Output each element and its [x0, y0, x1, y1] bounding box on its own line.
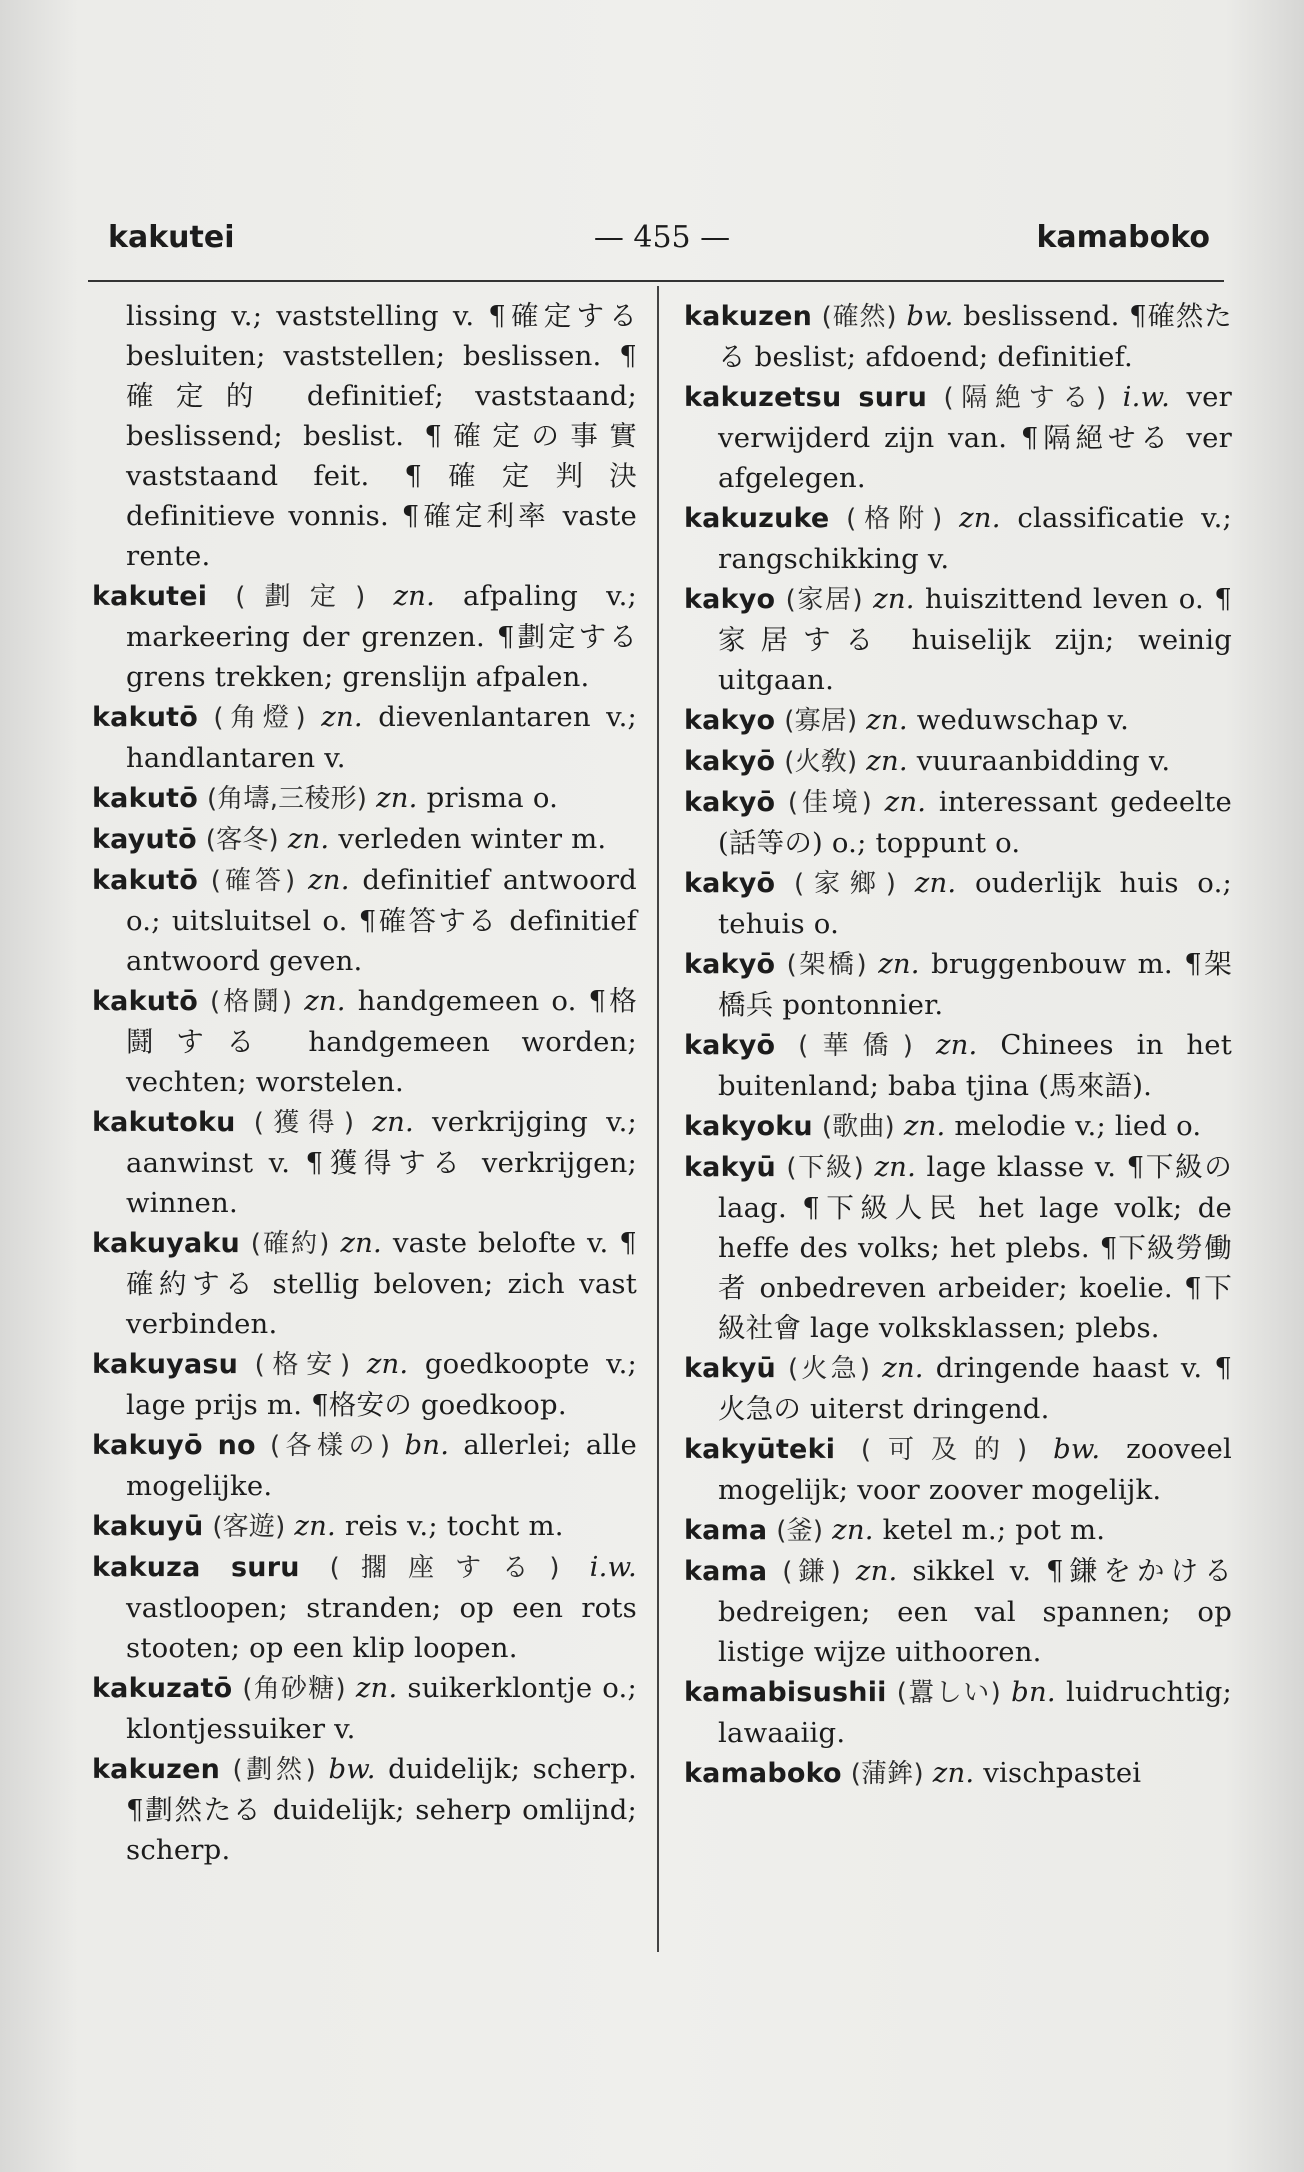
headword: kakutō: [92, 783, 199, 814]
headword: kakuyō no: [92, 1430, 256, 1461]
entry-kanji: (確然): [821, 302, 897, 332]
part-of-speech: zn.: [308, 864, 350, 896]
part-of-speech: bw.: [1053, 1433, 1101, 1465]
dictionary-entry: [684, 863, 1232, 944]
part-of-speech: zn.: [959, 502, 1001, 534]
headword: kakuzen: [684, 301, 813, 332]
headword: kakyō: [684, 868, 776, 899]
entry-definition: zooveel mogelijk; voor zoover mogelijk.: [718, 1433, 1232, 1506]
entry-definition: bruggenbouw m. ¶架橋兵 pontonnier.: [718, 948, 1232, 1021]
dictionary-entry: [92, 697, 637, 778]
dictionary-entry: [92, 1425, 637, 1506]
entry-definition: vastloopen; stranden; op een rots stooten; op een klip loopen.: [126, 1592, 637, 1664]
entry-definition: lage klasse v. ¶下級の laag. ¶下級人民 het lage volk; de heffe des volks; het plebs. ¶下級勞働者 onbedreven arbeider; koelie. ¶下級社會 lage volksklassen; plebs.: [718, 1151, 1232, 1344]
part-of-speech: zn.: [935, 1029, 978, 1061]
entry-definition: verkrijging v.; aanwinst v. ¶獲得する verkrijgen; winnen.: [126, 1106, 638, 1219]
headword: kakutō: [92, 702, 199, 733]
dictionary-entry: [684, 944, 1232, 1025]
entry-kanji: (下級): [786, 1153, 865, 1183]
entry-definition: allerlei; alle mogelijke.: [126, 1429, 637, 1502]
entry-kanji: (火急): [787, 1354, 871, 1384]
entry-kanji: (佳境): [787, 788, 873, 818]
dictionary-entry: [684, 1753, 1232, 1794]
entry-kanji: (角壔,三稜形): [206, 784, 368, 814]
dictionary-entry: [92, 1547, 637, 1668]
entry-definition: huiszittend leven o. ¶家居する huiselijk zijn; weinig uitgaan.: [718, 583, 1232, 696]
headword: kakyō: [684, 787, 776, 818]
entry-definition: reis v.; tocht m.: [344, 1510, 564, 1542]
headword: kakutoku: [92, 1107, 236, 1138]
headword: kakutō: [92, 865, 199, 896]
part-of-speech: zn.: [832, 1514, 874, 1546]
entry-kanji: (格附): [846, 504, 943, 534]
dictionary-entry: [92, 1223, 637, 1344]
part-of-speech: bw.: [906, 300, 954, 332]
part-of-speech: zn.: [866, 745, 908, 777]
entry-definition: dievenlantaren v.; handlantaren v.: [126, 701, 638, 774]
entry-definition: weduwschap v.: [916, 704, 1130, 736]
entry-definition: vischpastei: [983, 1757, 1142, 1789]
part-of-speech: zn.: [873, 583, 915, 615]
left-guide-word: kakutei: [108, 220, 235, 255]
entry-kanji: (劃定): [235, 582, 366, 612]
entry-kanji: (各樣の): [269, 1431, 391, 1461]
entry-kanji: (角燈): [213, 703, 306, 733]
dictionary-entry: [684, 1106, 1232, 1147]
part-of-speech: zn.: [287, 823, 330, 855]
entry-kanji: (角砂糖): [242, 1674, 346, 1704]
part-of-speech: zn.: [294, 1510, 336, 1542]
dictionary-entry: [92, 860, 637, 981]
entry-definition: interessant gedeelte (話等の) o.; toppunt o.: [718, 786, 1233, 859]
dictionary-entry: [684, 1510, 1232, 1551]
entry-kanji: (蒲鉾): [850, 1759, 924, 1789]
dictionary-entry: [92, 981, 637, 1102]
header-rule: [88, 280, 1224, 282]
entry-definition: ketel m.; pot m.: [882, 1514, 1106, 1546]
headword: kakyū: [684, 1353, 776, 1384]
part-of-speech: bn.: [1011, 1676, 1056, 1708]
dictionary-entry: [92, 819, 637, 860]
dictionary-entry: [684, 1348, 1232, 1429]
entry-definition: verleden winter m.: [338, 823, 607, 855]
part-of-speech: zn.: [372, 1106, 414, 1138]
headword: kakyū: [684, 1152, 776, 1183]
entry-kanji: (可及的): [860, 1435, 1028, 1465]
dictionary-entry: [92, 296, 637, 576]
entry-definition: luidruchtig; lawaaiig.: [718, 1676, 1232, 1749]
part-of-speech: zn.: [376, 782, 418, 814]
headword: kama: [684, 1515, 768, 1546]
part-of-speech: zn.: [914, 867, 957, 899]
part-of-speech: zn.: [878, 948, 920, 980]
part-of-speech: zn.: [366, 1348, 409, 1380]
entry-kanji: (擱座する): [329, 1553, 560, 1583]
part-of-speech: zn.: [903, 1110, 946, 1142]
part-of-speech: zn.: [882, 1352, 924, 1384]
headword: kakuyasu: [92, 1349, 239, 1380]
entry-kanji: (確約): [250, 1229, 330, 1259]
headword: kamaboko: [684, 1758, 842, 1789]
entry-definition: classificatie v.; rangschikking v.: [718, 502, 1233, 575]
part-of-speech: zn.: [855, 1555, 898, 1587]
headword: kakutō: [92, 986, 199, 1017]
entry-kanji: (架橋): [786, 950, 867, 980]
dictionary-entry: [92, 1749, 637, 1870]
dictionary-entry: [684, 1025, 1232, 1106]
entry-kanji: (歌曲): [821, 1112, 895, 1142]
entry-kanji: (火敎): [784, 747, 858, 777]
headword: kakuyū: [92, 1511, 204, 1542]
headword: kakuyaku: [92, 1228, 240, 1259]
part-of-speech: zn.: [321, 701, 363, 733]
dictionary-entry: [684, 579, 1232, 700]
entry-definition: beslissend. ¶確然たる beslist; afdoend; definitief.: [718, 300, 1232, 373]
entry-definition: sikkel v. ¶鎌をかける bedreigen; een val spannen; op listige wijze uithooren.: [718, 1555, 1232, 1668]
part-of-speech: i.w.: [1122, 381, 1171, 413]
headword: kakuza suru: [92, 1552, 300, 1583]
headword: kakyō: [684, 746, 776, 777]
entry-kanji: (囂しい): [896, 1678, 1001, 1708]
headword: kakuzetsu suru: [684, 382, 928, 413]
dictionary-entry: [684, 741, 1232, 782]
entry-definition: suikerklontje o.; klontjessuiker v.: [126, 1672, 637, 1745]
left-column: [92, 296, 637, 1870]
entry-kanji: (家居): [785, 585, 863, 615]
entry-definition: Chinees in het buitenland; baba tjina (馬來語).: [718, 1029, 1233, 1102]
headword: kakyūteki: [684, 1434, 836, 1465]
entry-kanji: (釜): [776, 1516, 824, 1546]
entry-definition: ouderlijk huis o.; tehuis o.: [718, 867, 1232, 940]
dictionary-entry: [684, 1429, 1232, 1510]
entry-kanji: (鎌): [782, 1557, 842, 1587]
headword: kakuzuke: [684, 503, 830, 534]
part-of-speech: zn.: [874, 1151, 917, 1183]
part-of-speech: zn.: [393, 580, 436, 612]
entry-definition: vaste belofte v. ¶確約する stellig beloven; zich vast verbinden.: [126, 1227, 637, 1340]
dictionary-entry: [684, 700, 1232, 741]
headword: kakyō: [684, 1030, 776, 1061]
entry-kanji: (格安): [254, 1350, 351, 1380]
headword: kakyo: [684, 705, 776, 736]
headword: kakyō: [684, 949, 776, 980]
entry-kanji: (隔絶する): [943, 383, 1107, 413]
part-of-speech: bn.: [404, 1429, 450, 1461]
entry-definition: handgemeen o. ¶格鬪する handgemeen worden; vechten; worstelen.: [126, 985, 637, 1098]
entry-kanji: (客冬): [205, 825, 279, 855]
entry-kanji: (獲得): [253, 1108, 355, 1138]
entry-definition: prisma o.: [426, 782, 559, 814]
headword: kakuzatō: [92, 1673, 233, 1704]
dictionary-entry: [684, 498, 1232, 579]
dictionary-entry: [684, 1551, 1232, 1672]
entry-definition: afpaling v.; markeering der grenzen. ¶劃定する grens trekken; grenslijn afpalen.: [126, 580, 637, 693]
dictionary-entry: [92, 1344, 637, 1425]
dictionary-entry: [92, 778, 637, 819]
entry-definition: definitief antwoord o.; uitsluitsel o. ¶確答する definitief antwoord geven.: [126, 864, 637, 977]
headword: kakuzen: [92, 1754, 221, 1785]
dictionary-entry: [92, 576, 637, 697]
headword: kakyoku: [684, 1111, 813, 1142]
dictionary-entry: [92, 1102, 637, 1223]
right-guide-word: kamaboko: [1036, 220, 1210, 255]
entry-definition: dringende haast v. ¶火急の uiterst dringend.: [718, 1352, 1233, 1425]
part-of-speech: bw.: [328, 1753, 376, 1785]
part-of-speech: zn.: [355, 1672, 398, 1704]
entry-definition: melodie v.; lied o.: [954, 1110, 1202, 1142]
entry-definition: duidelijk; scherp. ¶劃然たる duidelijk; seherp omlijnd; scherp.: [126, 1753, 637, 1866]
entry-kanji: (寡居): [784, 706, 858, 736]
column-divider: [657, 286, 659, 1952]
dictionary-entry: [684, 1147, 1232, 1348]
headword: kama: [684, 1556, 768, 1587]
entry-kanji: (劃然): [232, 1755, 317, 1785]
entry-definition: ver verwijderd zijn van. ¶隔絕せる ver afgelegen.: [718, 381, 1232, 494]
page-header: [100, 214, 1224, 264]
page-number: — 455 —: [593, 220, 731, 255]
entry-definition: goedkoopte v.; lage prijs m. ¶格安の goedkoop.: [126, 1348, 637, 1421]
right-column: [684, 296, 1232, 1794]
entry-kanji: (客遊): [212, 1512, 286, 1542]
dictionary-entry: [684, 1672, 1232, 1753]
entry-kanji: (確答): [210, 866, 296, 896]
dictionary-entry: [92, 1506, 637, 1547]
entry-definition: vuuraanbidding v.: [916, 745, 1171, 777]
entry-kanji: (家鄉): [793, 869, 897, 899]
headword: kakutei: [92, 581, 208, 612]
dictionary-entry: [92, 1668, 637, 1749]
part-of-speech: zn.: [304, 985, 346, 1017]
headword: kayutō: [92, 824, 197, 855]
part-of-speech: i.w.: [589, 1551, 637, 1583]
entry-kanji: (華僑): [798, 1031, 914, 1061]
part-of-speech: zn.: [884, 786, 927, 818]
dictionary-entry: [684, 296, 1232, 377]
part-of-speech: zn.: [866, 704, 908, 736]
part-of-speech: zn.: [340, 1227, 382, 1259]
headword: kakyo: [684, 584, 776, 615]
entry-continuation: lissing v.; vaststelling v. ¶確定する besluiten; vaststellen; beslissen. ¶確定的 definitief; vaststaand; beslissend; beslist. ¶確定の事實 vaststaand feit. ¶確定判決 definitieve vonnis. ¶確定利率 vaste rente.: [126, 300, 637, 572]
dictionary-entry: [684, 782, 1232, 863]
part-of-speech: zn.: [932, 1757, 975, 1789]
dictionary-entry: [684, 377, 1232, 498]
entry-kanji: (格鬪): [210, 987, 293, 1017]
headword: kamabisushii: [684, 1677, 887, 1708]
